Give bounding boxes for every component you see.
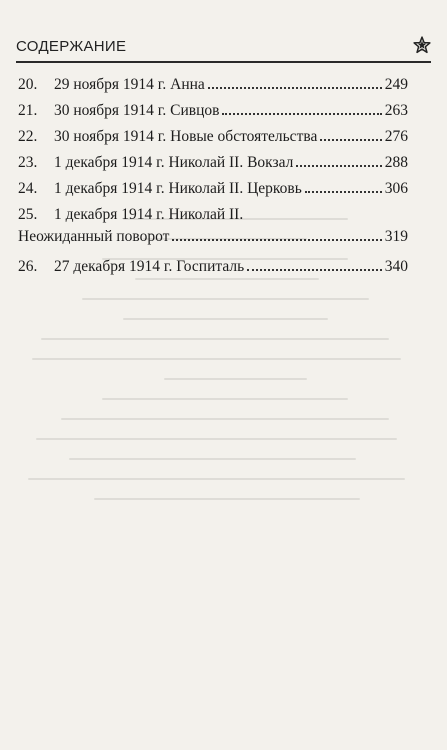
- header-title: СОДЕРЖАНИЕ: [16, 38, 127, 55]
- toc-entry-title-continuation: Неожиданный поворот: [18, 228, 170, 245]
- toc-entry-number: 22.: [18, 128, 38, 145]
- toc-entry[interactable]: [18, 176, 408, 202]
- toc-entry-page: 319: [384, 228, 408, 245]
- toc-entry-number: 21.: [18, 102, 38, 119]
- dot-leader: [296, 165, 381, 167]
- toc-entry-title: 1 декабря 1914 г. Николай II. Вокзал: [54, 154, 294, 171]
- toc-entry-number: 23.: [18, 154, 38, 171]
- star-icon: [413, 36, 431, 54]
- toc-entry-title: 29 ноября 1914 г. Анна: [54, 76, 205, 93]
- toc-entry-page: 249: [384, 76, 408, 93]
- toc-entry-title: 27 декабря 1914 г. Госпиталь: [54, 258, 245, 275]
- dot-leader: [247, 269, 382, 271]
- toc-entry[interactable]: [18, 254, 408, 280]
- dot-leader: [172, 239, 381, 241]
- toc-entry-first-line: [18, 202, 408, 224]
- toc-entry-title: 1 декабря 1914 г. Николай II.: [54, 206, 244, 223]
- toc-entry-number: 25.: [18, 206, 38, 223]
- toc-entry-continuation-line: [18, 224, 408, 254]
- toc-entry[interactable]: [18, 98, 408, 124]
- dot-leader: [208, 87, 382, 89]
- toc-entry[interactable]: [18, 150, 408, 176]
- toc-entry-title: 30 ноября 1914 г. Новые обстоятельства: [54, 128, 318, 145]
- toc-entry-number: 24.: [18, 180, 38, 197]
- toc-entry-page: 306: [384, 180, 408, 197]
- toc-entry-multiline[interactable]: [18, 202, 408, 254]
- toc-entry-number: 20.: [18, 76, 38, 93]
- toc-entry[interactable]: [18, 72, 408, 98]
- toc-entry-title: 30 ноября 1914 г. Сивцов: [54, 102, 220, 119]
- toc-entry-page: 340: [384, 258, 408, 275]
- dot-leader: [320, 139, 381, 141]
- toc-entry-page: 288: [384, 154, 408, 171]
- header-rule: [16, 61, 431, 63]
- toc-entry-number: 26.: [18, 258, 38, 275]
- dot-leader: [305, 191, 382, 193]
- table-of-contents: [18, 72, 408, 280]
- toc-entry-page: 276: [384, 128, 408, 145]
- toc-entry-title: 1 декабря 1914 г. Николай II. Церковь: [54, 180, 302, 197]
- toc-entry[interactable]: [18, 124, 408, 150]
- toc-entry-page: 263: [384, 102, 408, 119]
- page-header: [16, 34, 431, 64]
- dot-leader: [222, 113, 381, 115]
